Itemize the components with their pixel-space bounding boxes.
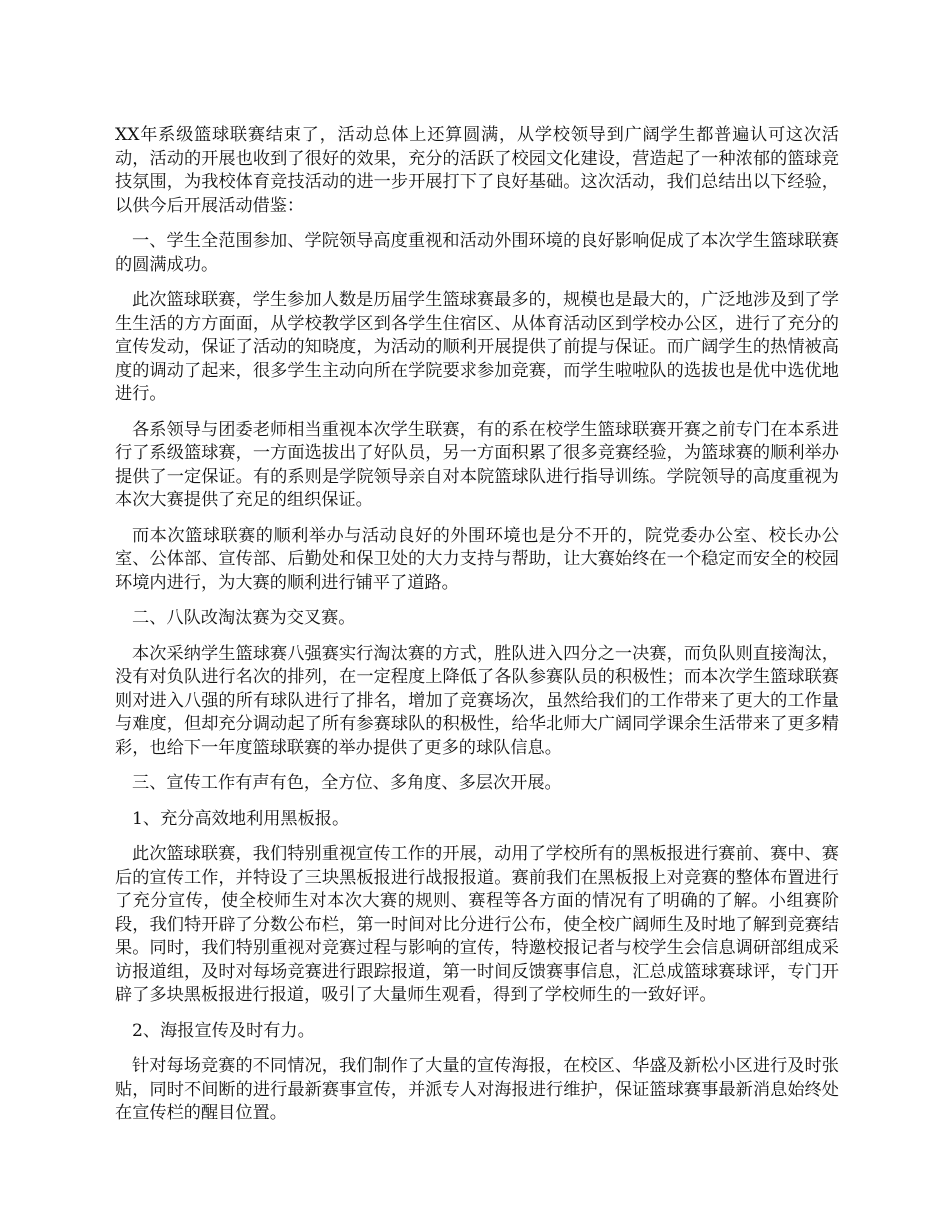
body-paragraph: 此次篮球联赛，我们特别重视宣传工作的开展，动用了学校所有的黑板报进行赛前、赛中、赛后的宣传工作，并特设了三块黑板报进行战报报道。赛前我们在黑板报上对竞赛的整体布置进行了充分宣传，使全校师生对本次大赛的规则、赛程等各方面的情况有了明确的了解。小组赛阶段，我们特开辟了分数公布栏，第一时间对比分进行公布，使全校广阔师生及时地了解到竞赛结果。同时，我们特别重视对竞赛过程与影响的宣传，特邀校报记者与校学生会信息调研部组成采访报道组，及时对每场竞赛进行跟踪报道，第一时间反馈赛事信息，汇总成篮球赛球评，专门开辟了多块黑板报进行报道，吸引了大量师生观看，得到了学校师生的一致好评。 <box>115 844 839 1005</box>
intro-paragraph: XX年系级篮球联赛结束了，活动总体上还算圆满，从学校领导到广阔学生都普遍认可这次活动，活动的开展也收到了很好的效果，充分的活跃了校园文化建设，营造起了一种浓郁的篮球竞技氛围，为我校体育竞技活动的进一步开展打下了良好基础。这次活动，我们总结出以下经验，以供今后开展活动借鉴： <box>115 125 839 216</box>
body-paragraph: 各系领导与团委老师相当重视本次学生联赛，有的系在校学生篮球联赛开赛之前专门在本系进行了系级篮球赛，一方面选拔出了好队员，另一方面积累了很多竞赛经验，为篮球赛的顺利举办提供了一定保证。有的系则是学院领导亲自对本院篮球队进行指导训练。学院领导的高度重视为本次大赛提供了充足的组织保证。 <box>115 419 839 510</box>
section-three-heading: 三、宣传工作有声有色，全方位、多角度、多层次开展。 <box>132 773 562 793</box>
subsection-heading: 1、充分高效地利用黑板报。 <box>132 808 350 829</box>
body-paragraph: 本次采纳学生篮球赛八强赛实行淘汰赛的方式，胜队进入四分之一决赛，而负队则直接淘汰，没有对负队进行名次的排列，在一定程度上降低了各队参赛队员的积极性；而本次学生篮球联赛则对进入八强的所有球队进行了排名，增加了竞赛场次，虽然给我们的工作带来了更大的工作量与难度，但却充分调动起了所有参赛球队的积极性，给华北师大广阔同学课余生活带来了更多精彩，也给下一年度篮球联赛的举办提供了更多的球队信息。 <box>115 643 839 758</box>
section-two-heading: 二、八队改淘汰赛为交叉赛。 <box>132 608 356 628</box>
body-paragraph: 针对每场竞赛的不同情况，我们制作了大量的宣传海报，在校区、华盛及新松小区进行及时张贴，同时不间断的进行最新赛事宣传，并派专人对海报进行维护，保证篮球赛事最新消息始终处在宣传栏的醒目位置。 <box>115 1056 839 1123</box>
document-body <box>115 124 839 1138</box>
section-one-heading: 一、学生全范围参加、学院领导高度重视和活动外围环境的良好影响促成了本次学生篮球联赛的圆满成功。 <box>115 231 839 275</box>
body-paragraph: 而本次篮球联赛的顺利举办与活动良好的外围环境也是分不开的，院党委办公室、校长办公室、公体部、宣传部、后勤处和保卫处的大力支持与帮助，让大赛始终在一个稳定而安全的校园环境内进行，为大赛的顺利进行铺平了道路。 <box>115 525 839 593</box>
body-paragraph: 此次篮球联赛，学生参加人数是历届学生篮球赛最多的，规模也是最大的，广泛地涉及到了学生生活的方方面面，从学校教学区到各学生住宿区、从体育活动区到学校办公区，进行了充分的宣传发动，保证了活动的知晓度，为活动的顺利开展提供了前提与保证。而广阔学生的热情被高度的调动了起来，很多学生主动向所在学院要求参加竞赛，而学生啦啦队的选拔也是优中选优地进行。 <box>115 290 839 404</box>
subsection-heading: 2、海报宣传及时有力。 <box>132 1020 315 1041</box>
